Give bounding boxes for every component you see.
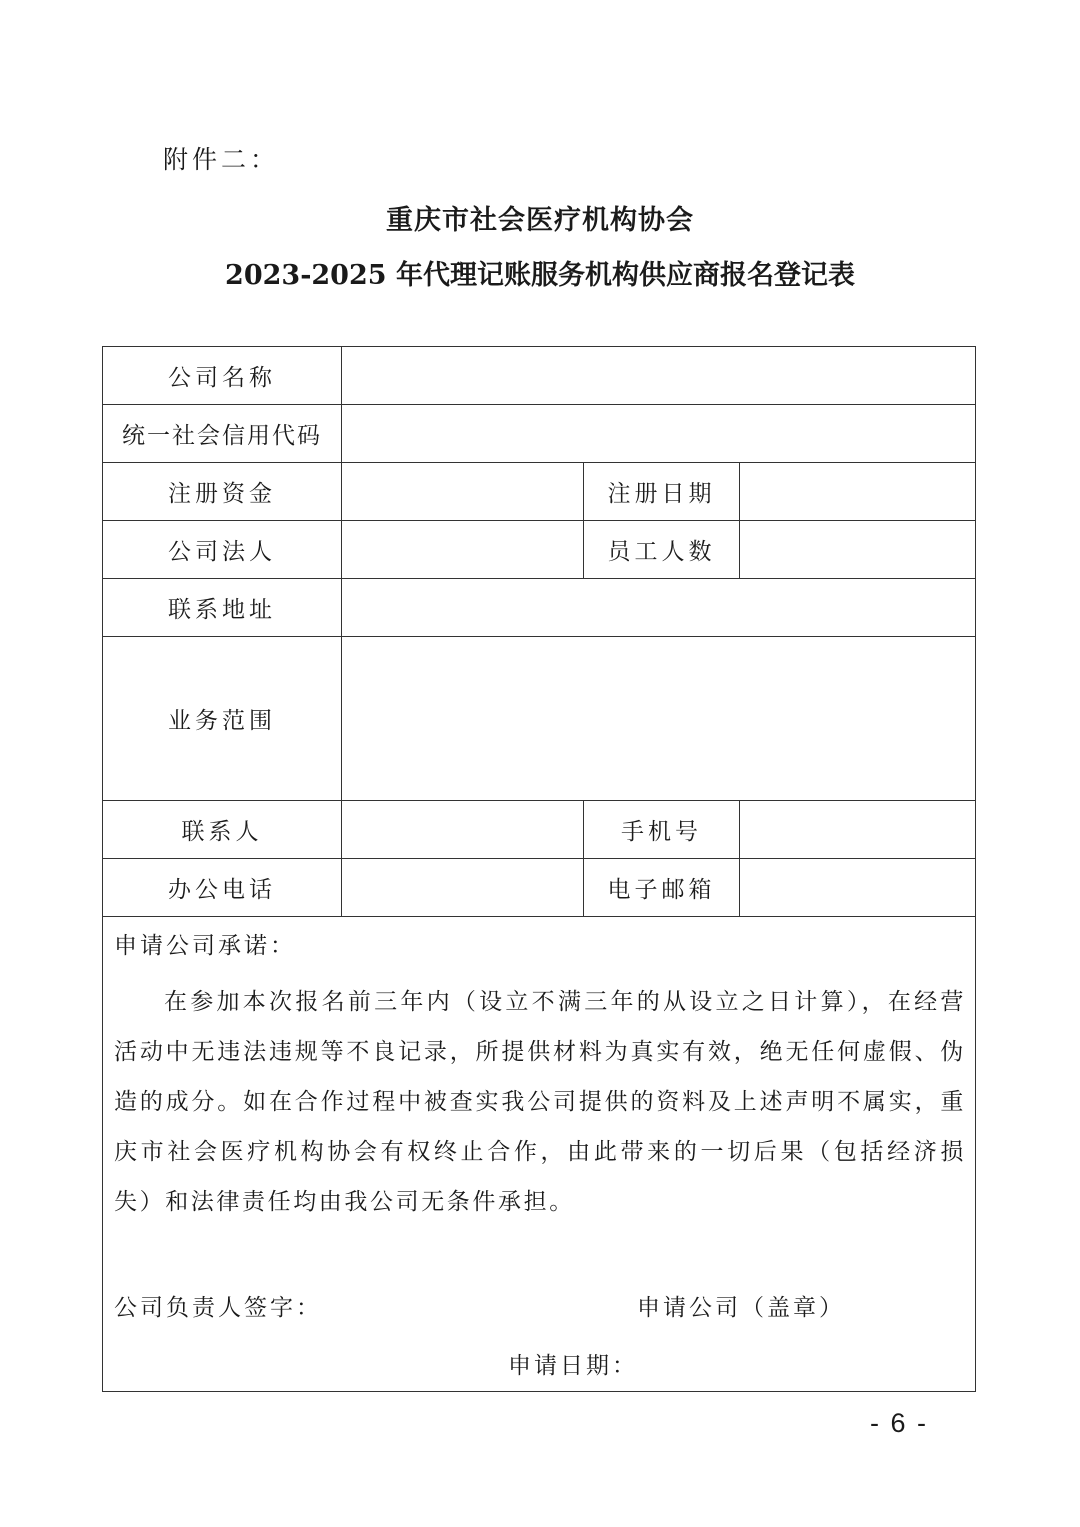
pledge-body: 在参加本次报名前三年内（设立不满三年的从设立之日计算），在经营活动中无违法违规等不良记录，所提供材料为真实有效，绝无任何虚假、伪造的成分。如在合作过程中被查实我公司提供的资料及上述声明不属实，重庆市社会医疗机构协会有权终止合作，由此带来的一切后果（包括经济损失）和法律责任均由我公司无条件承担。 <box>114 989 966 1215</box>
credit-code-field[interactable] <box>342 405 976 463</box>
contact-person-label: 联系人 <box>103 801 342 859</box>
registration-date-field[interactable] <box>740 463 976 521</box>
table-row <box>103 917 976 1392</box>
table-row <box>103 579 976 637</box>
employee-count-label: 员工人数 <box>584 521 740 579</box>
application-date-label: 申请日期： <box>508 1353 638 1379</box>
office-phone-label: 办公电话 <box>103 859 342 917</box>
signature-label: 公司负责人签字： <box>114 1295 322 1321</box>
company-name-label: 公司名称 <box>103 347 342 405</box>
email-label: 电子邮箱 <box>584 859 740 917</box>
page-number: - 6 - <box>870 1408 929 1438</box>
legal-person-field[interactable] <box>342 521 584 579</box>
credit-code-label: 统一社会信用代码 <box>103 405 342 463</box>
address-field[interactable] <box>342 579 976 637</box>
business-scope-field[interactable] <box>342 637 976 801</box>
email-field[interactable] <box>740 859 976 917</box>
pledge-section <box>103 917 976 1392</box>
pledge-title: 申请公司承诺： <box>114 933 296 959</box>
table-row <box>103 859 976 917</box>
mobile-label: 手机号 <box>584 801 740 859</box>
table-row <box>103 637 976 801</box>
registered-capital-label: 注册资金 <box>103 463 342 521</box>
business-scope-label: 业务范围 <box>103 637 342 801</box>
mobile-field[interactable] <box>740 801 976 859</box>
table-row <box>103 463 976 521</box>
contact-person-field[interactable] <box>342 801 584 859</box>
legal-person-label: 公司法人 <box>103 521 342 579</box>
table-row <box>103 405 976 463</box>
employee-count-field[interactable] <box>740 521 976 579</box>
seal-label: 申请公司（盖章） <box>637 1295 845 1321</box>
registration-form-table <box>102 346 976 1392</box>
office-phone-field[interactable] <box>342 859 584 917</box>
company-name-field[interactable] <box>342 347 976 405</box>
form-title-line2: 2023-2025 年代理记账服务机构供应商报名登记表 <box>225 260 855 291</box>
attachment-label: 附件二： <box>163 145 280 174</box>
address-label: 联系地址 <box>103 579 342 637</box>
table-row <box>103 801 976 859</box>
table-row <box>103 347 976 405</box>
table-row <box>103 521 976 579</box>
registered-capital-field[interactable] <box>342 463 584 521</box>
form-title-line1: 重庆市社会医疗机构协会 <box>386 205 694 236</box>
registration-date-label: 注册日期 <box>584 463 740 521</box>
